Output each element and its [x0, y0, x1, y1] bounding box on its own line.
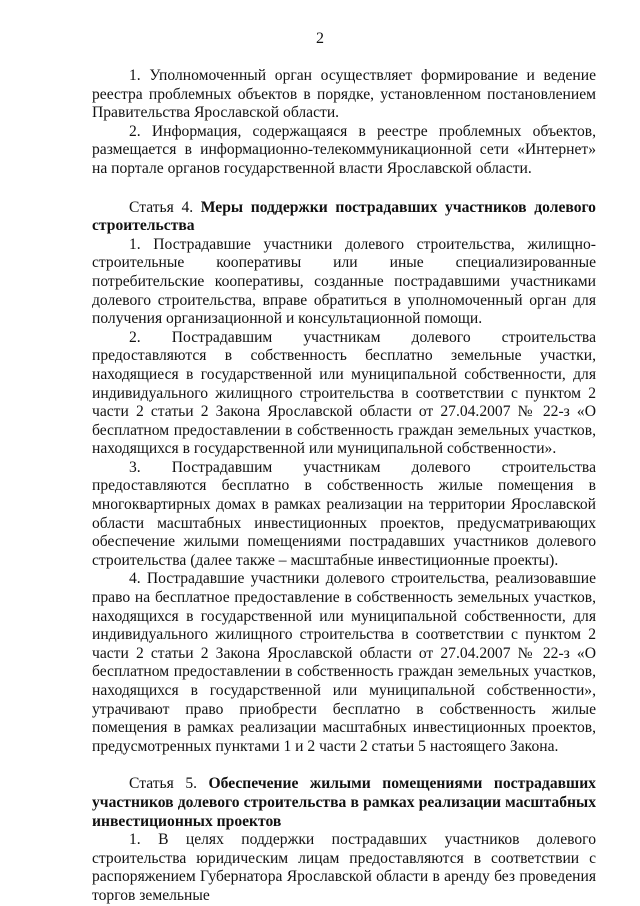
article-4-label: Статья 4.: [129, 198, 194, 216]
article-4-paragraph-3: 3. Пострадавшим участникам долевого строительства предоставляются бесплатно в собственность жилые помещения в многоквартирных домах в рамках реализации на территории Ярославской области масштабных инвестиционных проектов, предусматривающих обеспечение жилыми помещениями пострадавших участников долевого строительства (далее также – масштабные инвестиционные проекты).: [92, 458, 596, 569]
article-4-title: Меры поддержки пострадавших участников долевого строительства: [92, 198, 596, 235]
paragraph-registry-formation: 1. Уполномоченный орган осуществляет формирование и ведение реестра проблемных объектов в порядке, установленном постановлением Правительства Ярославской области.: [92, 67, 596, 122]
paragraph-registry-publication: 2. Информация, содержащаяся в реестре проблемных объектов, размещается в информационно-телекоммуникационной сети «Интернет» на портале органов государственной власти Ярославской области.: [92, 122, 596, 177]
article-4-paragraph-1: 1. Пострадавшие участники долевого строительства, жилищно-строительные кооперативы или иные специализированные потребительские кооперативы, созданные пострадавшими участниками долевого строительства, вправе обратиться в уполномоченный орган для получения организационной и консультационной помощи.: [92, 235, 596, 328]
article-5-label: Статья 5.: [129, 775, 198, 793]
page-number: 2: [316, 30, 324, 47]
article-4-paragraph-4: 4. Пострадавшие участники долевого строительства, реализовавшие право на бесплатное предоставление в собственность земельных участков, находящихся в государственной или муниципальной собственности, для индивидуального жилищного строительства в соответствии с пунктом 2 части 2 статьи 2 Закона Ярославской области от 27.04.2007 № 22-з «О бесплатном предоставлении в собственность граждан земельных участков, находящихся в государственной или муниципальной собственности», утрачивают право приобрести бесплатно в собственность жилые помещения в рамках реализации масштабных инвестиционных проектов, предусмотренных пунктами 1 и 2 части 2 статьи 5 настоящего Закона.: [92, 570, 596, 755]
article-4-heading: [92, 199, 596, 236]
article-5-title: Обеспечение жилыми помещениями пострадавших участников долевого строительства в рамках реализации масштабных инвестиционных проектов: [92, 775, 596, 830]
document-body: [92, 67, 596, 906]
article-4-paragraph-2: 2. Пострадавшим участникам долевого строительства предоставляются в собственность бесплатно земельные участки, находящиеся в государственной или муниципальной собственности, для индивидуального жилищного строительства в соответствии с пунктом 2 части 2 статьи 2 Закона Ярославской области от 27.04.2007 № 22-з «О бесплатном предоставлении в собственность граждан земельных участков, находящихся в государственной или муниципальной собственности».: [92, 328, 596, 458]
article-5-paragraph-1: 1. В целях поддержки пострадавших участников долевого строительства юридическим лицам предоставляются в соответствии с распоряжением Губернатора Ярославской области в аренду без проведения торгов земельные: [92, 831, 596, 904]
article-5-heading: [92, 775, 596, 831]
